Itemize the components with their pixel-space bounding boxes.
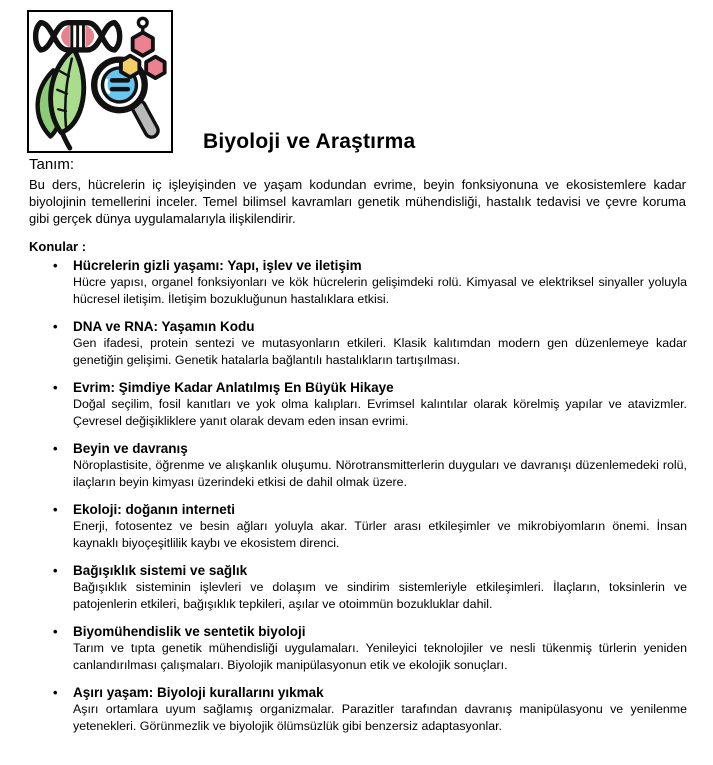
- bullet-marker: •: [53, 441, 58, 456]
- topic-item-dna-rna: [29, 318, 687, 369]
- bullet-marker: •: [53, 258, 58, 273]
- dna-icon: [36, 22, 120, 51]
- topic-content: [73, 379, 687, 430]
- bullet-marker: •: [53, 380, 58, 395]
- topic-title: DNA ve RNA: Yaşamın Kodu: [73, 319, 255, 334]
- topic-title: Ekoloji: doğanın interneti: [73, 502, 235, 517]
- topic-content: [73, 318, 687, 369]
- topic-title: Beyin ve davranış: [73, 441, 188, 456]
- bullet-marker: •: [53, 563, 58, 578]
- topics-list: [29, 257, 687, 745]
- topic-body: Doğal seçilim, fosil kanıtları ve yok olma kalıpları. Evrimsel kalıntılar olarak körelmiş yapılar ve atavizmler. Çevresel değişikliklere yanıt olarak devam eden insan evrimi.: [73, 397, 687, 428]
- topic-title: Hücrelerin gizli yaşamı: Yapı, işlev ve iletişim: [73, 258, 362, 273]
- topic-body: Hücre yapısı, organel fonksiyonları ve kök hücrelerin gelişimdeki rolü. Kimyasal ve elektriksel sinyaller yoluyla hücresel iletişim. İletişim bozukluğunun hastalıklara etkisi.: [73, 275, 687, 306]
- definition-text: Bu ders, hücrelerin iç işleyişinden ve yaşam kodundan evrime, beyin fonksiyonuna ve ekosistemlere kadar biyolojinin temellerini inceler. Temel bilimsel kavramları genetik mühendisliği, hastalık tedavisi ve çevre koruma gibi gerçek dünya uygulamalarıyla ilişkilendirir.: [29, 177, 686, 226]
- topic-body: Enerji, fotosentez ve besin ağları yoluyla akar. Türler arası etkileşimler ve mikrobiyomların önemi. İnsan kaynaklı biyoçeşitlilik kaybı ve ekosistem direnci.: [73, 519, 687, 550]
- biology-logo-graphic: [29, 12, 171, 151]
- topic-item-ecology: [29, 501, 687, 552]
- topic-content: [73, 501, 687, 552]
- page-title: Biyoloji ve Araştırma: [203, 130, 416, 153]
- bullet-marker: •: [53, 624, 58, 639]
- topic-item-brain: [29, 440, 687, 491]
- topic-content: [73, 684, 687, 735]
- topic-title: Bağışıklık sistemi ve sağlık: [73, 563, 248, 578]
- topic-item-cells: [29, 257, 687, 308]
- topic-title: Aşırı yaşam: Biyoloji kurallarını yıkmak: [73, 685, 324, 700]
- topic-body: Tarım ve tıpta genetik mühendisliği uygulamaları. Yenileyici teknolojiler ve nesli tükenmiş türlerin yeniden canlandırılması çalışmaları. Biyolojik manipülasyonun etik ve ekolojik sonuçları.: [73, 641, 687, 672]
- topic-item-bioengineering: [29, 623, 687, 674]
- topic-title: Evrim: Şimdiye Kadar Anlatılmış En Büyük Hikaye: [73, 380, 394, 395]
- topic-body: Nöroplastisite, öğrenme ve alışkanlık oluşumu. Nörotransmitterlerin duyguları ve davranışı düzenlemedeki rolü, ilaçların beyin kimyası üzerindeki etkisi de dahil olmak üzere.: [73, 458, 687, 489]
- topic-item-evolution: [29, 379, 687, 430]
- bullet-marker: •: [53, 685, 58, 700]
- bullet-marker: •: [53, 319, 58, 334]
- topic-content: [73, 257, 687, 308]
- topic-item-extreme-life: [29, 684, 687, 735]
- definition-label: Tanım:: [29, 156, 75, 173]
- topic-title: Biyomühendislik ve sentetik biyoloji: [73, 624, 306, 639]
- topic-item-immune: [29, 562, 687, 613]
- topic-body: Gen ifadesi, protein sentezi ve mutasyonların etkileri. Klasik kalıtımdan modern gen düzenlemeye kadar genetiğin gelişimi. Genetik hatalarla bağlantılı hastalıkların tartışılması.: [73, 336, 687, 367]
- topic-content: [73, 440, 687, 491]
- bullet-marker: •: [53, 502, 58, 517]
- biology-research-logo: [27, 10, 173, 153]
- topic-body: Aşırı ortamlara uyum sağlamış organizmalar. Parazitler tarafından davranış manipülasyonu ve yenilenme yetenekleri. Görünmezlik ve biyolojik ölümsüzlük gibi benzersiz adaptasyonlar.: [73, 702, 687, 733]
- topics-label: Konular :: [29, 239, 87, 254]
- topic-content: [73, 562, 687, 613]
- topic-content: [73, 623, 687, 674]
- topic-body: Bağışıklık sisteminin işlevleri ve dolaşım ve sindirim sistemleriyle etkileşimleri. İlaçların, toksinlerin ve patojenlerin etkileri, bağışıklık tepkileri, aşılar ve otoimmün bozukluklar dahil.: [73, 580, 687, 611]
